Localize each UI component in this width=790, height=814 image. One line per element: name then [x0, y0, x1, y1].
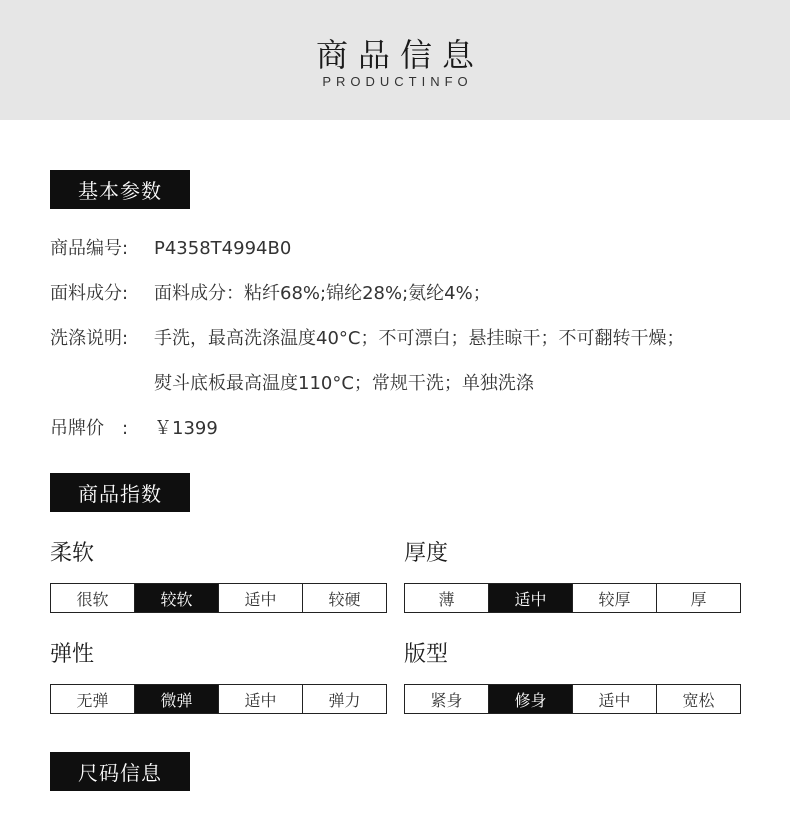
scale-option: 厚 — [690, 589, 707, 609]
scale-option: 微弹 — [135, 685, 219, 713]
scale-option: 适中 — [219, 584, 303, 612]
scale-option: 无弹 — [51, 685, 135, 713]
param-row-code — [50, 237, 291, 261]
param-value: 手洗，最高洗涤温度40°C；不可漂白；悬挂晾干；不可翻转干燥； — [154, 328, 685, 349]
scale-option: 较厚 — [573, 584, 657, 612]
scale-option: 紧身 — [405, 685, 489, 713]
param-row-fabric — [50, 282, 491, 306]
section-label-product-index: 商品指数 — [50, 473, 190, 512]
param-key: 面料成分: — [50, 283, 129, 304]
scale-option: 适中 — [219, 685, 303, 713]
param-key: 吊牌价 : — [50, 418, 129, 439]
param-key: 洗涤说明: — [50, 328, 129, 349]
page-title: 商品信息 — [315, 36, 484, 74]
index-title: 柔软 — [50, 541, 95, 566]
param-value: 面料成分：粘纤68%;锦纶28%;氨纶4%； — [154, 283, 491, 304]
scale-option: 宽松 — [682, 690, 715, 710]
param-value: P4358T4994B0 — [154, 238, 292, 259]
scale-option: 很软 — [51, 584, 135, 612]
param-value: 熨斗底板最高温度110°C；常规干洗；单独洗涤 — [154, 373, 534, 394]
param-row-wash — [50, 327, 684, 351]
param-row-wash-cont — [50, 372, 534, 396]
param-value: ￥1399 — [154, 418, 218, 439]
scale-option: 适中 — [573, 685, 657, 713]
index-thickness — [404, 539, 741, 609]
page-subtitle: PRODUCTINFO — [322, 74, 473, 89]
param-key: 商品编号: — [50, 238, 129, 259]
scale-option: 修身 — [489, 685, 573, 713]
section-label-size-info: 尺码信息 — [50, 752, 190, 791]
scale-option: 适中 — [489, 584, 573, 612]
scale-option: 薄 — [405, 584, 489, 612]
index-fit — [404, 640, 741, 710]
page-header — [0, 0, 790, 120]
section-label-basic-params: 基本参数 — [50, 170, 190, 209]
index-scale — [50, 583, 387, 613]
index-title: 弹性 — [50, 642, 95, 667]
scale-option: 较硬 — [328, 589, 361, 609]
param-row-price — [50, 417, 218, 441]
index-title: 厚度 — [404, 541, 449, 566]
index-elasticity — [50, 640, 387, 710]
scale-option: 较软 — [135, 584, 219, 612]
index-scale — [404, 684, 741, 714]
scale-option: 弹力 — [328, 690, 361, 710]
index-scale — [50, 684, 387, 714]
index-scale — [404, 583, 741, 613]
index-softness — [50, 539, 387, 609]
index-title: 版型 — [404, 642, 449, 667]
